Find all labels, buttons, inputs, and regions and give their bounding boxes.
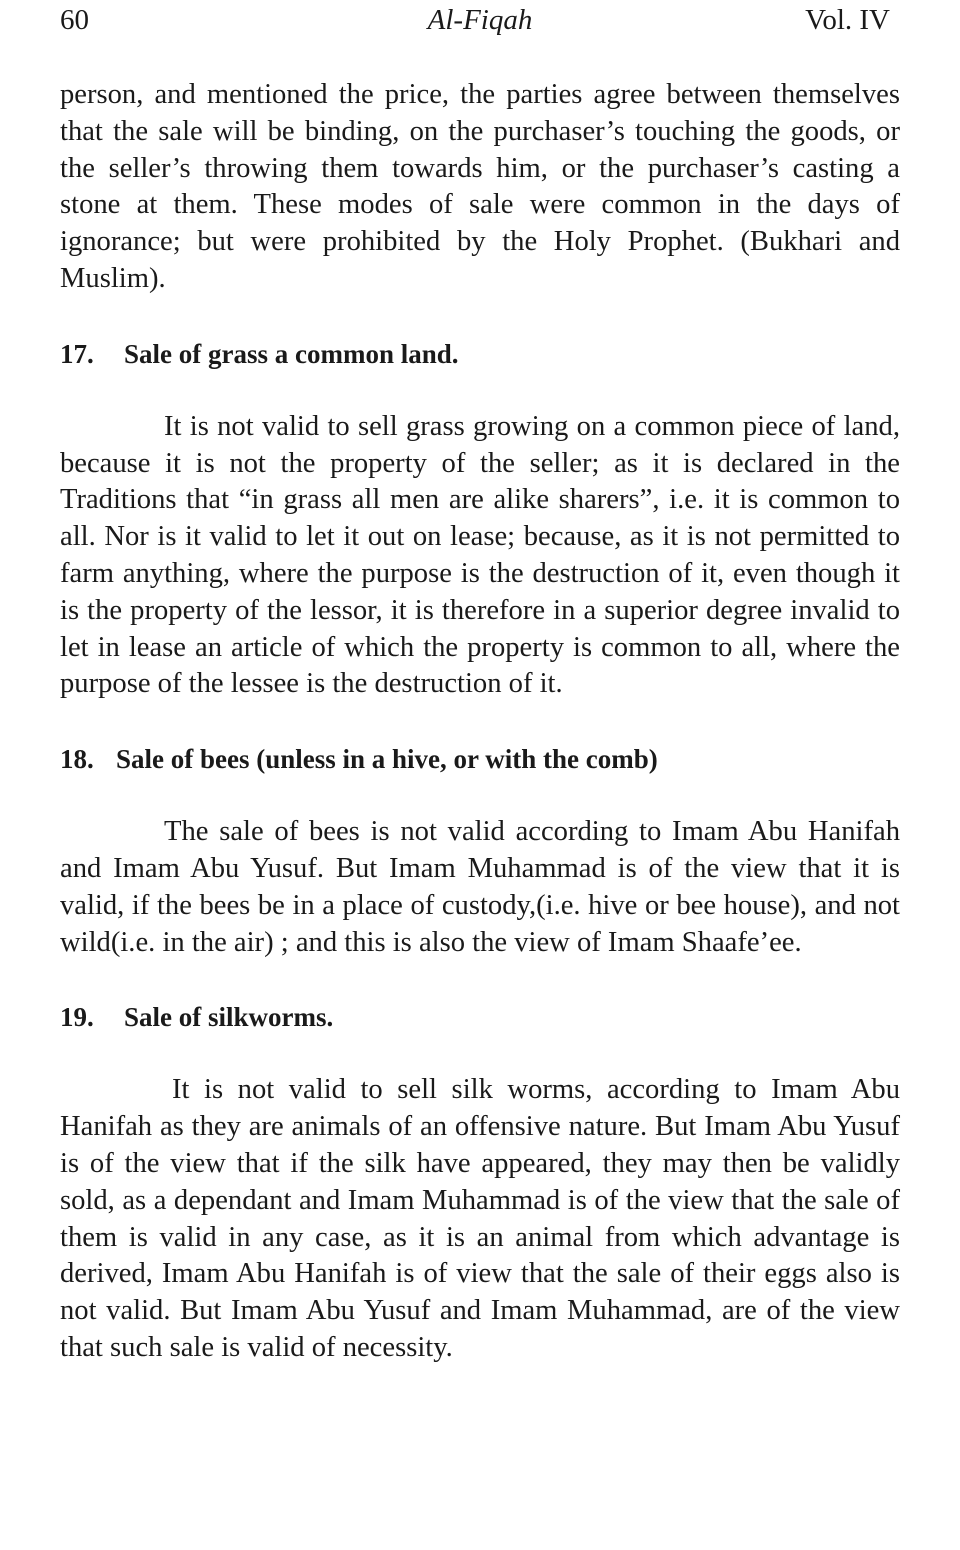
section-heading-18 — [60, 741, 900, 777]
section-heading-17 — [60, 336, 900, 372]
section-number: 17. — [60, 338, 94, 369]
intro-paragraph: person, and mentioned the price, the parties agree between themselves that the sale will be binding, on the purchaser’s touching the goods, or the seller’s throwing them towards him, or the purchaser’s casting a stone at them. These modes of sale were common in the days of ignorance; but were prohibited by the Holy Prophet. (Bukhari and Muslim). — [60, 79, 900, 294]
page-number: 60 — [60, 4, 89, 36]
section-title: Sale of silkworms. — [124, 1002, 334, 1033]
section-title: Sale of bees (unless in a hive, or with the comb) — [116, 744, 658, 775]
section-heading-19 — [60, 999, 900, 1035]
section-number: 19. — [60, 1002, 94, 1033]
running-head — [60, 0, 900, 44]
book-title: Al-Fiqah — [427, 4, 533, 36]
section-body-18: The sale of bees is not valid according to Imam Abu Hanifah and Imam Abu Yusuf. But Imam Muhammad is of the view that it is valid, if the bees be in a place of custody,(i.e. hive or bee house), and not wild(i.e. in the air) ; and this is also the view of Imam Shaafe’ee. — [60, 816, 900, 958]
section-body-17: It is not valid to sell grass growing on a common piece of land, because it is not the property of the seller; as it is declared in the Traditions that “in grass all men are alike sharers”, i.e. it is common to all. Nor is it valid to let it out on lease; because, as it is not permitted to farm anything, where the purpose is the destruction of it, even though it is the property of the lessor, it is therefore in a superior degree invalid to let in lease an article of which the property is common to all, where the purpose of the lessee is the destruction of it. — [60, 410, 900, 700]
section-number: 18. — [60, 744, 94, 775]
volume-label: Vol. IV — [805, 4, 890, 36]
book-page — [60, 0, 900, 1367]
section-title: Sale of grass a common land. — [124, 338, 459, 369]
section-body-19: It is not valid to sell silk worms, according to Imam Abu Hanifah as they are animals of an offensive nature. But Imam Abu Yusuf is of the view that if the silk have appeared, they may then be validly sold, as a dependant and Imam Muhammad is of the view that the sale of them is valid in any case, as it is an animal from which advantage is derived, Imam Abu Hanifah is of view that the sale of their eggs also is not valid. But Imam Abu Yusuf and Imam Muhammad, are of the view that such sale is valid of necessity. — [60, 1074, 900, 1363]
